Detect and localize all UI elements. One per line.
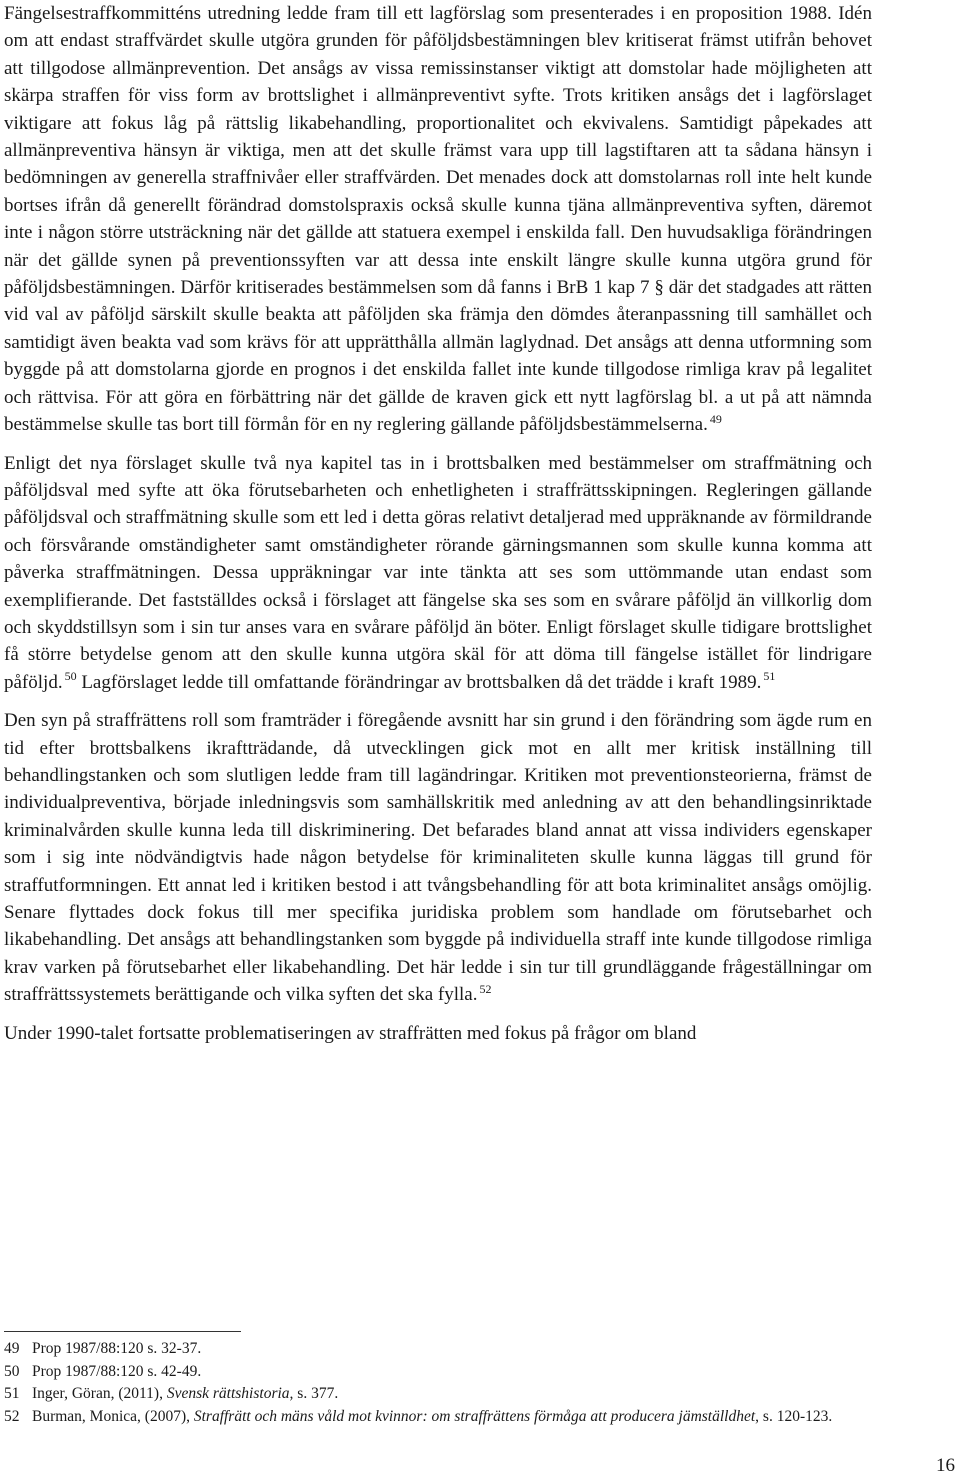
- paragraph-text: Fängelsestraffkommitténs utredning ledde fram till ett lagförslag som presenterades i en proposition 1988. Idén om att endast straffvärdet skulle utgöra grunden för påföljdsbestämningen blev kritiserat främst utifrån behovet att tillgodose allmänprevention. Det ansågs av vissa remissinstanser viktigt att domstolar hade möjligheten att skärpa straffen för viss form av brottslighet i allmänpreventivt syfte. Trots kritiken ansågs det i lagförslaget viktigare att fokus låg på rättslig likabehandling, proportionalitet och ekvivalens. Samtidigt påpekades att allmänpreventiva hänsyn är viktiga, men att det skulle främst vara upp till lagstiftaren att ta sådana hänsyn i bedömningen av generella straffnivåer eller straffvärden. Det menades dock att domstolarnas roll inte helt kunde bortses ifrån då generellt förändrad domstolspraxis också skulle kunna tjäna allmänpreventiva syften, däremot inte i någon större utsträckning när det gällde att statuera exempel i enskilda fall. Den huvudsakliga förändringen när det gällde synen på preventionssyften var att dessa inte enskilt längre skulle kunna utgöra grund för påföljdsbestämningen. Därför kritiserades bestämmelsen som då fanns i BrB 1 kap 7 § där det stadgades att rätten vid val av påföljd särskilt skulle beakta att påföljden ska främja den dömdes återanpassning till samhället och samtidigt även beakta vad som krävs för att upprätthålla allmän laglydnad. Det ansågs att denna utformning som byggde på att domstolarna gjorde en prognos i det enskilda fallet inte kunde tillgodose rimliga krav på legalitet och rättvisa. För att göra en förbättring när det gällde de kraven gick ett nytt lagförslag bl. a ut på att nämnda bestämmelse skulle tas bort till förmån för en ny reglering gällande påföljdsbestämmelserna.: [4, 3, 872, 436]
- footnote-work-title: Straffrätt och mäns våld mot kvinnor: om straffrättens förmåga att producera jämställdhet: [193, 1407, 756, 1425]
- paragraph-text: Under 1990-talet fortsatte problematiseringen av straffrätten med fokus på frågor om bland: [4, 1022, 697, 1044]
- footnote-page: , s. 120-123.: [755, 1407, 833, 1425]
- paragraph: [4, 707, 872, 1008]
- document-body: [4, 0, 872, 1047]
- footnote-work-title: Svensk rättshistoria,: [166, 1385, 294, 1402]
- footnote: [4, 1383, 884, 1406]
- paragraph: [4, 0, 872, 439]
- footnote-reference[interactable]: 51: [763, 669, 776, 684]
- paragraph: [4, 450, 872, 697]
- paragraph-text: Lagförslaget ledde till omfattande förändringar av brottsbalken då det trädde i kraft 1989.: [81, 671, 762, 693]
- footnote-number: 49: [4, 1340, 20, 1357]
- footnote: [4, 1361, 884, 1384]
- footnote-divider: [4, 1331, 241, 1332]
- footnote: [4, 1406, 884, 1429]
- paragraph-text: Enligt det nya förslaget skulle två nya kapitel tas in i brottsbalken med bestämmelser om straffmätning och påföljdsval med syfte att öka förutsebarheten och enhetligheten i straffrättsskipningen. Regleringen gällande påföljdsval och straffmätning skulle som ett led i detta göras relativt detaljerad med uppräknande av förmildrande och försvårande omständigheter samt omständigheter rörande gärningsmannen som skulle kunna komma att påverka straffmätningen. Dessa uppräkningar var inte tänkta att ses som uttömmande utan endast som exemplifierande. Det fastställdes också i förslaget att fängelse ska ses som en svårare påföljd än villkorlig dom och skyddstillsyn som i sin tur anses vara en svårare påföljd än böter. Enligt förslaget skulle tidigare brottslighet få större betydelse genom att den skulle kunna utgöra skäl för att döma till fängelse istället för lindrigare påföljd.: [4, 452, 872, 693]
- footnote-reference[interactable]: 50: [64, 669, 77, 684]
- footnote-reference[interactable]: 49: [709, 411, 722, 426]
- paragraph: [4, 1020, 872, 1047]
- footnote-number: 51: [4, 1385, 20, 1402]
- paragraph-text: Den syn på straffrättens roll som framträder i föregående avsnitt har sin grund i den förändring som ägde rum en tid efter brottsbalkens ikraftträdande, då utvecklingen gick mot en allt mer kritisk inställning till behandlingstanken och som slutligen ledde fram till lagändringar. Kritiken mot preventionsteorierna, främst de individualpreventiva, började inledningsvis som samhällskritik med anledning av att den behandlingsinriktade kriminalvården skulle kunna leda till diskriminering. Det befarades bland annat att vissa individers egenskaper som i sig inte nödvändigtvis hade någon betydelse för kriminaliteten skulle kunna läggas till grund för straffutformningen. Ett annat led i kritiken bestod i att tvångsbehandling för att bota kriminalitet ansågs omöjlig. Senare flyttades dock fokus till mer specifika juridiska problem som handlade om förutsebarhet och likabehandling. Det ansågs att behandlingstanken som byggde på individuella straff inte kunde tillgodose rimliga krav varken på förutsebarhet eller likabehandling. Det här ledde i sin tur till grundläggande frågeställningar om straffrättssystemets berättigande och vilka syften det ska fylla.: [4, 710, 872, 1006]
- footnote: [4, 1338, 884, 1361]
- footnote-number: 50: [4, 1362, 20, 1380]
- footnote-page: s. 377.: [293, 1385, 339, 1402]
- footnote-author: Burman, Monica, (2007),: [32, 1407, 194, 1425]
- footnote-text: Prop 1987/88:120 s. 42-49.: [32, 1362, 202, 1380]
- footnotes: [4, 1338, 884, 1428]
- footnote-number: 52: [4, 1407, 20, 1425]
- footnote-reference[interactable]: 52: [479, 981, 492, 996]
- page-number: 16: [936, 1455, 955, 1476]
- footnote-text: [32, 1383, 884, 1406]
- footnote-text: Prop 1987/88:120 s. 32-37.: [32, 1340, 202, 1357]
- footnote-text: [32, 1406, 884, 1429]
- footnote-author: Inger, Göran, (2011),: [32, 1385, 167, 1402]
